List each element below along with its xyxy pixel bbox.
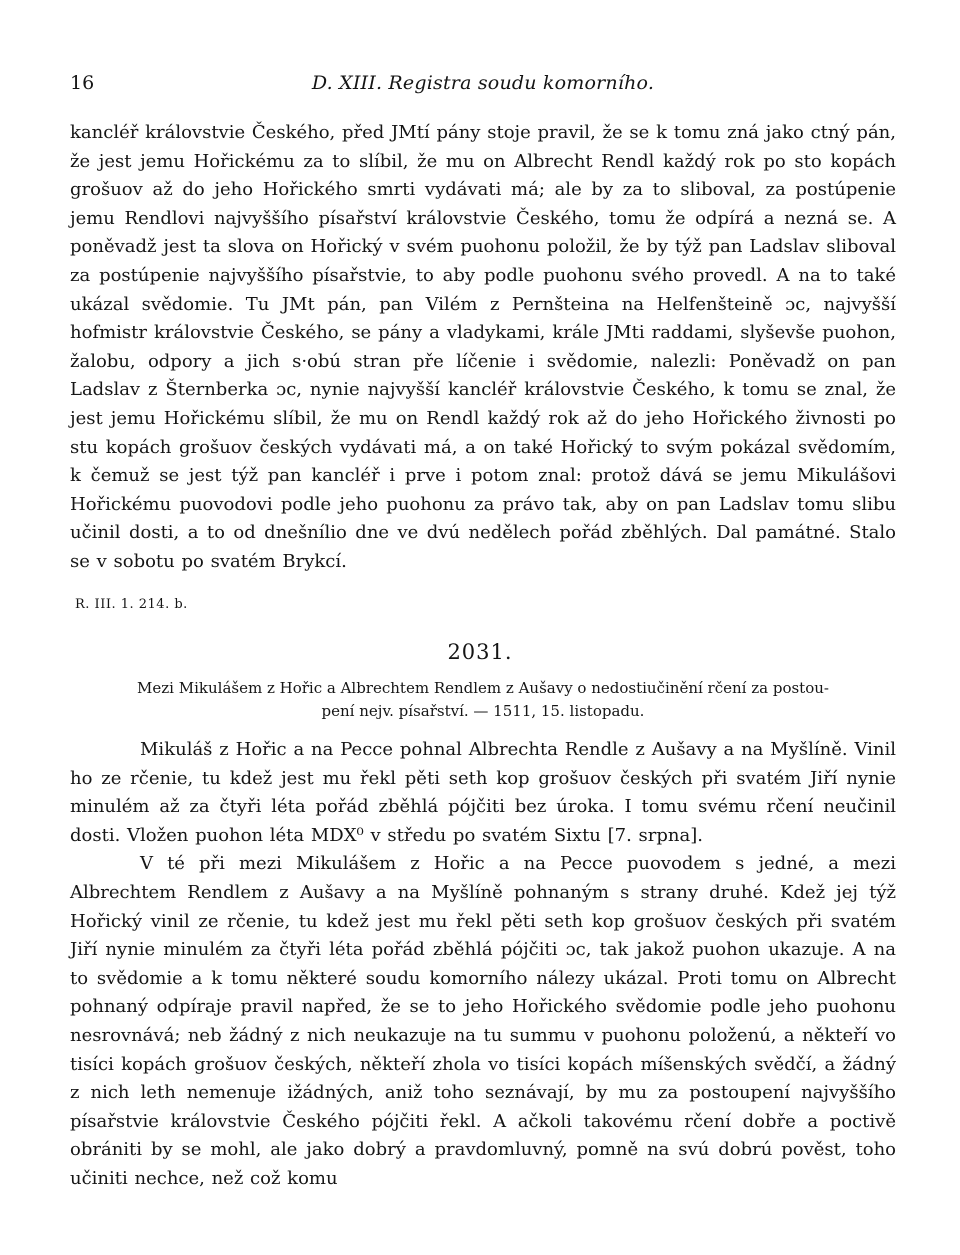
entry-body xyxy=(70,736,896,1194)
entry-summary xyxy=(70,677,896,723)
continued-text-block xyxy=(70,119,896,577)
continued-paragraph: kancléř královstvie Českého, před JMtí pány stoje pravil, že se k tomu zná jako ctný pán, že jest jemu Hořickému za to slíbil, že mu on Albrecht Rendl každý rok po sto kopách grošuov až do jeho Hořického smrti vydávati má; ale by za to sliboval, za postúpenie jemu Rendlovi najvyššího písařství královstvie Českého, tomu že odpírá a nezná se. A poněvadž jest ta slova on Hořický v svém puohonu položil, že by týž pan Ladslav sliboval za postúpenie najvyššího písařstvie, to aby podle puohonu svého provedl. A na to také ukázal svědomie. Tu JMt pán, pan Vilém z Pernšteina na Helfenšteině ɔc, najvyšší hofmistr královstvie Českého, se pány a vladykami, krále JMti raddami, slyševše puohon, žalobu, odpory a jich s·obú stran pře líčenie i svědomie, nalezli: Poněvadž on pan Ladslav z Šternberka ɔc, nynie najvyšší kancléř královstvie Českého, k tomu se znal, že jest jemu Hořickému slíbil, že mu on Rendl každý rok až do jeho Hořického živnosti po stu kopách grošuov českých vydávati má, a on také Hořický to svým pokázal svědomím, k čemuž se jest týž pan kancléř i prve i potom znal: protož dává se jemu Mikulášovi Hořickému puovodovi podle jeho puohonu za právo tak, aby on pan Ladslav tomu slibu učinil dosti, a to od dnešnílio dne ve dvú nedělech pořád zběhlých. Dal památné. Stalo se v sobotu po svatém Brykcí. xyxy=(70,122,896,572)
entry-summary-line-1: Mezi Mikulášem z Hořic a Albrechtem Rendlem z Aušavy o nedostiučinění rčení za postou- xyxy=(137,679,829,697)
entry-number: 2031. xyxy=(447,640,513,664)
running-title: D. XIII. Registra soudu komorního. xyxy=(311,72,655,94)
entry-paragraph-1: Mikuláš z Hořic a na Pecce pohnal Albrechta Rendle z Aušavy a na Myšlíně. Vinil ho ze rčenie, tu kdež jest mu řekl pěti seth kop grošuov českých při svatém Jiří nynie minulém až za čtyři léta pořád zběhlá pójčiti bez úroka. I tomu svému rčení neučinil dosti. Vložen puohon léta MDX⁰ v středu po svatém Sixtu [7. srpna]. xyxy=(70,739,896,846)
running-head xyxy=(70,72,896,96)
entry-paragraph-2: V té při mezi Mikulášem z Hořic a na Pecce puovodem s jedné, a mezi Albrechtem Rendlem z Aušavy a na Myšlíně pohnaným s strany druhé. Kdež jej týž Hořický vinil ze rčenie, tu kdež jest mu řekl pěti seth kop grošuov českých při svatém Jiří nynie minulém za čtyři léta pořád zběhlá pójčiti ɔc, tak jakož puohon ukazuje. A na to svědomie a k tomu některé soudu komorního nálezy ukázal. Proti tomu on Albrecht pohnaný odpíraje pravil napřed, že se to jeho Hořického svědomie podle jeho puohonu nesrovnává; neb žádný z nich neukazuje na tu summu v puohonu položenú, a někteří vo tisíci kopách grošuov českých, někteří zhola vo tisíci kopách míšenských svědčí, a žádný z nich leth nemenuje ižádných, aniž toho seznávají, by mu za postoupení najvyššího písařstvie královstvie Českého pójčiti řekl. A ačkoli takovému rčení dobře a poctivě obrániti by se mohl, ale jako dobrý a pravdomluvný, pomně na svú dobrú pověst, toho učiniti nechce, než což komu xyxy=(70,853,896,1189)
page-number: 16 xyxy=(70,72,95,94)
entry-summary-line-2: pení nejv. písařství. — 1511, 15. listopadu. xyxy=(321,702,645,720)
archival-reference: R. III. 1. 214. b. xyxy=(75,597,188,612)
